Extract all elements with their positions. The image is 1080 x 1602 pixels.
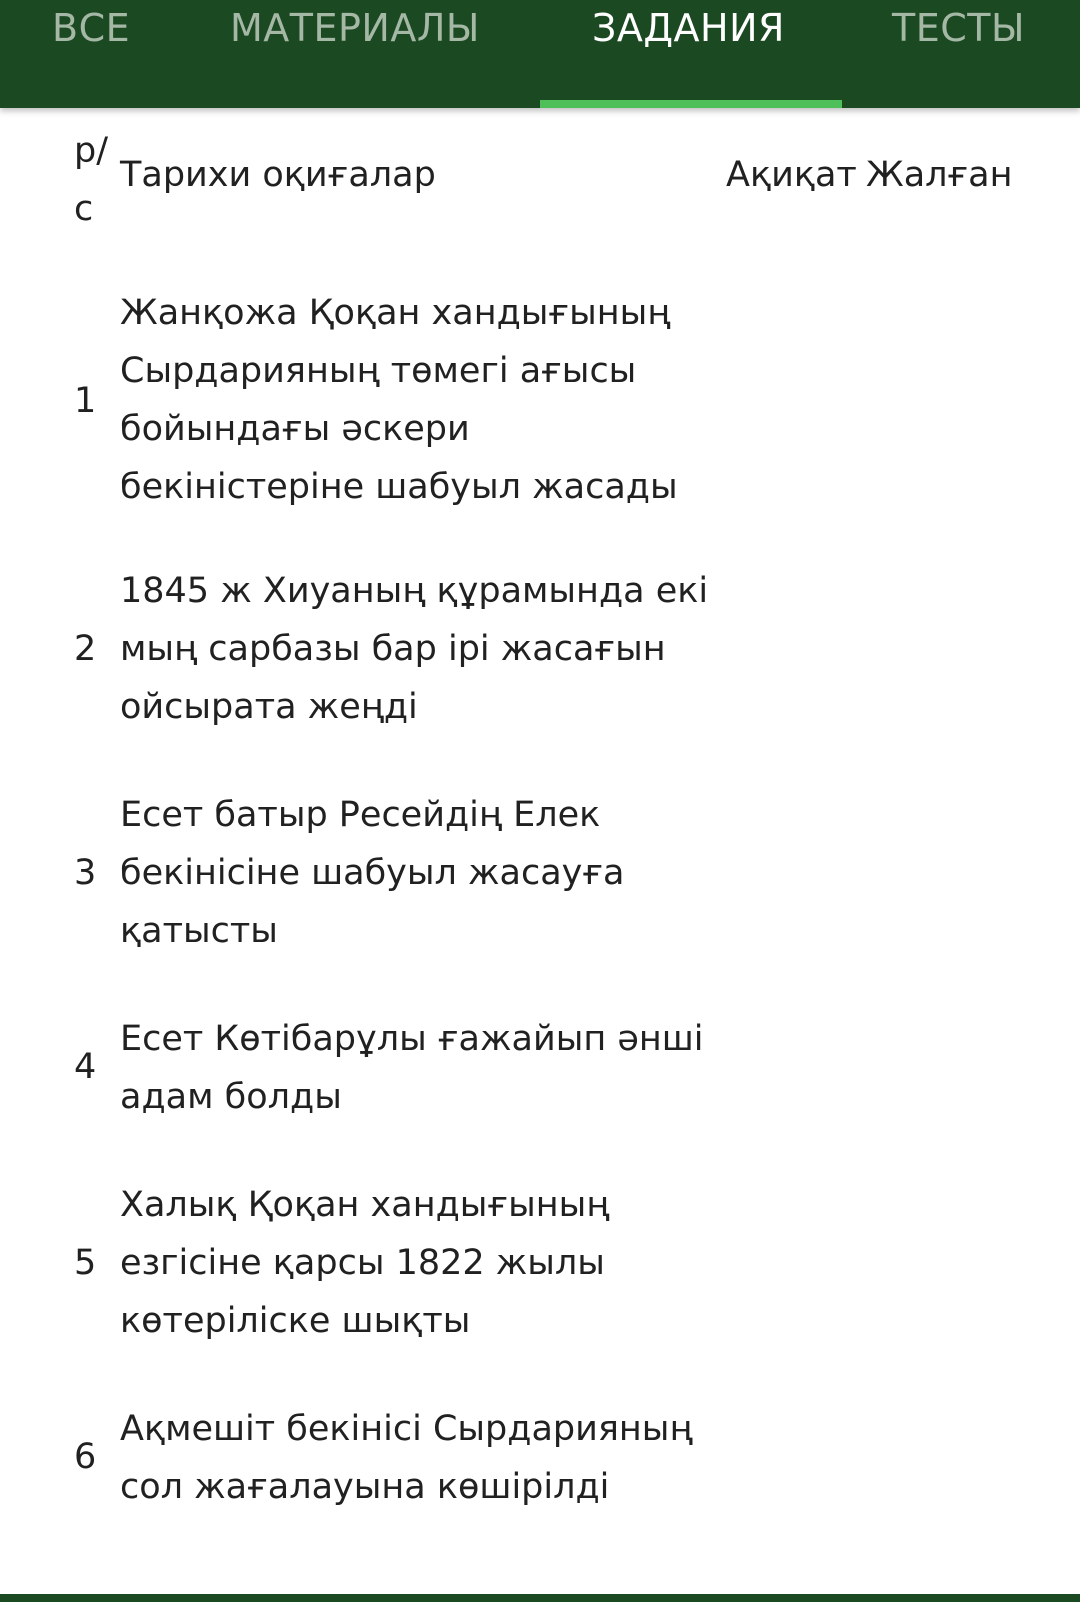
row-number: 3 — [74, 853, 97, 893]
row-number: 2 — [74, 629, 97, 669]
row-text: Халық Қоқан хандығының езгісіне қарсы 1822 жылы көтеріліске шықты — [120, 1185, 610, 1341]
active-tab-indicator — [540, 100, 842, 108]
row-text: 1845 ж Хиуаның құрамында екі мың сарбазы бар ірі жасағын ойсырата жеңді — [120, 571, 709, 727]
row-number: 1 — [74, 381, 97, 421]
tab-materials[interactable]: МАТЕРИАЛЫ — [230, 6, 480, 50]
row-text: Жанқожа Қоқан хандығының Сырдарияның төмегі ағысы бойындағы әскери бекіністеріне шабуыл жасады — [120, 293, 678, 507]
tab-bar — [0, 0, 1080, 108]
tab-all[interactable]: ВСЕ — [52, 6, 131, 50]
header-num: р/с — [74, 131, 109, 229]
row-number: 6 — [74, 1437, 97, 1477]
tab-tasks[interactable]: ЗАДАНИЯ — [592, 6, 785, 50]
header-event: Тарихи оқиғалар — [120, 155, 436, 195]
header-true: Ақиқат — [726, 155, 857, 195]
row-number: 4 — [74, 1047, 97, 1087]
row-text: Есет батыр Ресейдің Елек бекінісіне шабуыл жасауға қатысты — [120, 795, 625, 951]
row-number: 5 — [74, 1243, 97, 1283]
row-text: Есет Көтібарұлы ғажайып әнші адам болды — [120, 1019, 704, 1117]
bottom-bar — [0, 1594, 1080, 1602]
row-text: Ақмешіт бекінісі Сырдарияның сол жағалауына көшірілді — [120, 1409, 693, 1507]
tab-tests[interactable]: ТЕСТЫ — [892, 6, 1025, 50]
header-false: Жалған — [866, 155, 1013, 195]
